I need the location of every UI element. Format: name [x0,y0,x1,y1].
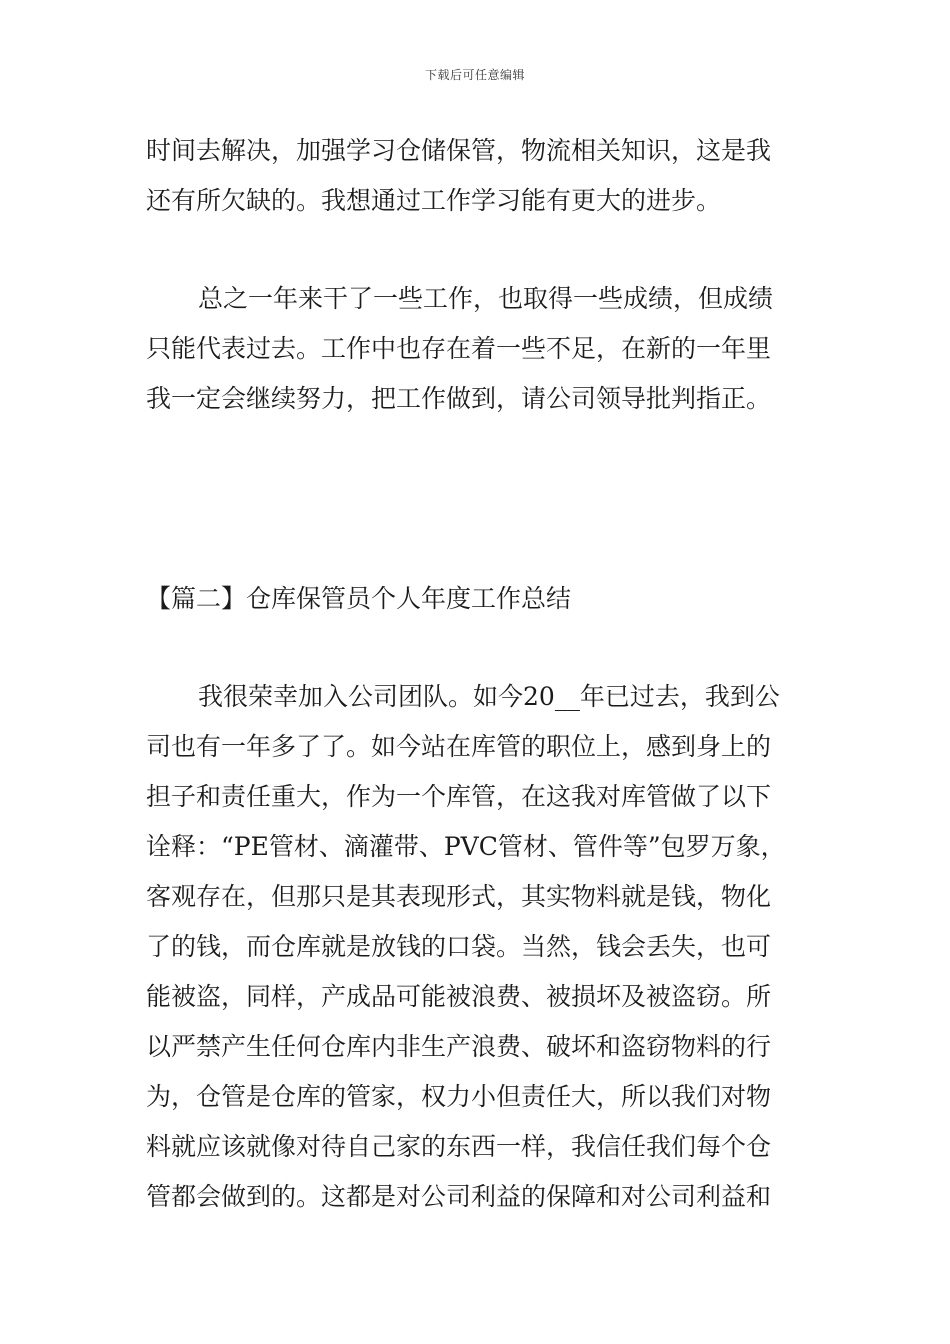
text-line: 诠释：“PE管材、滴灌带、PVC管材、管件等”包罗万象， [146,832,786,861]
paragraph-continuation [146,126,808,226]
text-line: 担子和责任重大，作为一个库管，在这我对库管做了以下 [146,782,772,811]
text-line: 还有所欠缺的。我想通过工作学习能有更大的进步。 [146,186,722,215]
text-line: 司也有一年多了了。如今站在库管的职位上，感到身上的 [146,732,772,761]
paragraph-summary [146,274,808,424]
text-line: 管都会做到的。这都是对公司利益的保障和对公司利益和 [146,1182,772,1211]
text-line: 能被盗，同样，产成品可能被浪费、被损坏及被盗窃。所 [146,982,772,1011]
text-line: 我很荣幸加入公司团队。如今20__年已过去，我到公 [198,682,780,711]
text-line: 我一定会继续努力，把工作做到，请公司领导批判指正。 [146,384,772,413]
text-line: 以严禁产生任何仓库内非生产浪费、破坏和盗窃物料的行 [146,1032,772,1061]
text-line: 只能代表过去。工作中也存在着一些不足，在新的一年里 [146,334,772,363]
section-title: 【篇二】仓库保管员个人年度工作总结 [146,584,572,613]
paragraph-body [146,672,808,1222]
text-line: 客观存在，但那只是其表现形式，其实物料就是钱，物化 [146,882,772,911]
page-header-note: 下载后可任意编辑 [424,68,525,82]
text-line: 时间去解决，加强学习仓储保管，物流相关知识，这是我 [146,136,772,165]
text-line: 为，仓管是仓库的管家，权力小但责任大，所以我们对物 [146,1082,772,1111]
text-line: 料就应该就像对待自己家的东西一样，我信任我们每个仓 [146,1132,772,1161]
text-line: 总之一年来干了一些工作，也取得一些成绩，但成绩 [198,284,774,313]
text-line: 了的钱，而仓库就是放钱的口袋。当然，钱会丢失，也可 [146,932,772,961]
